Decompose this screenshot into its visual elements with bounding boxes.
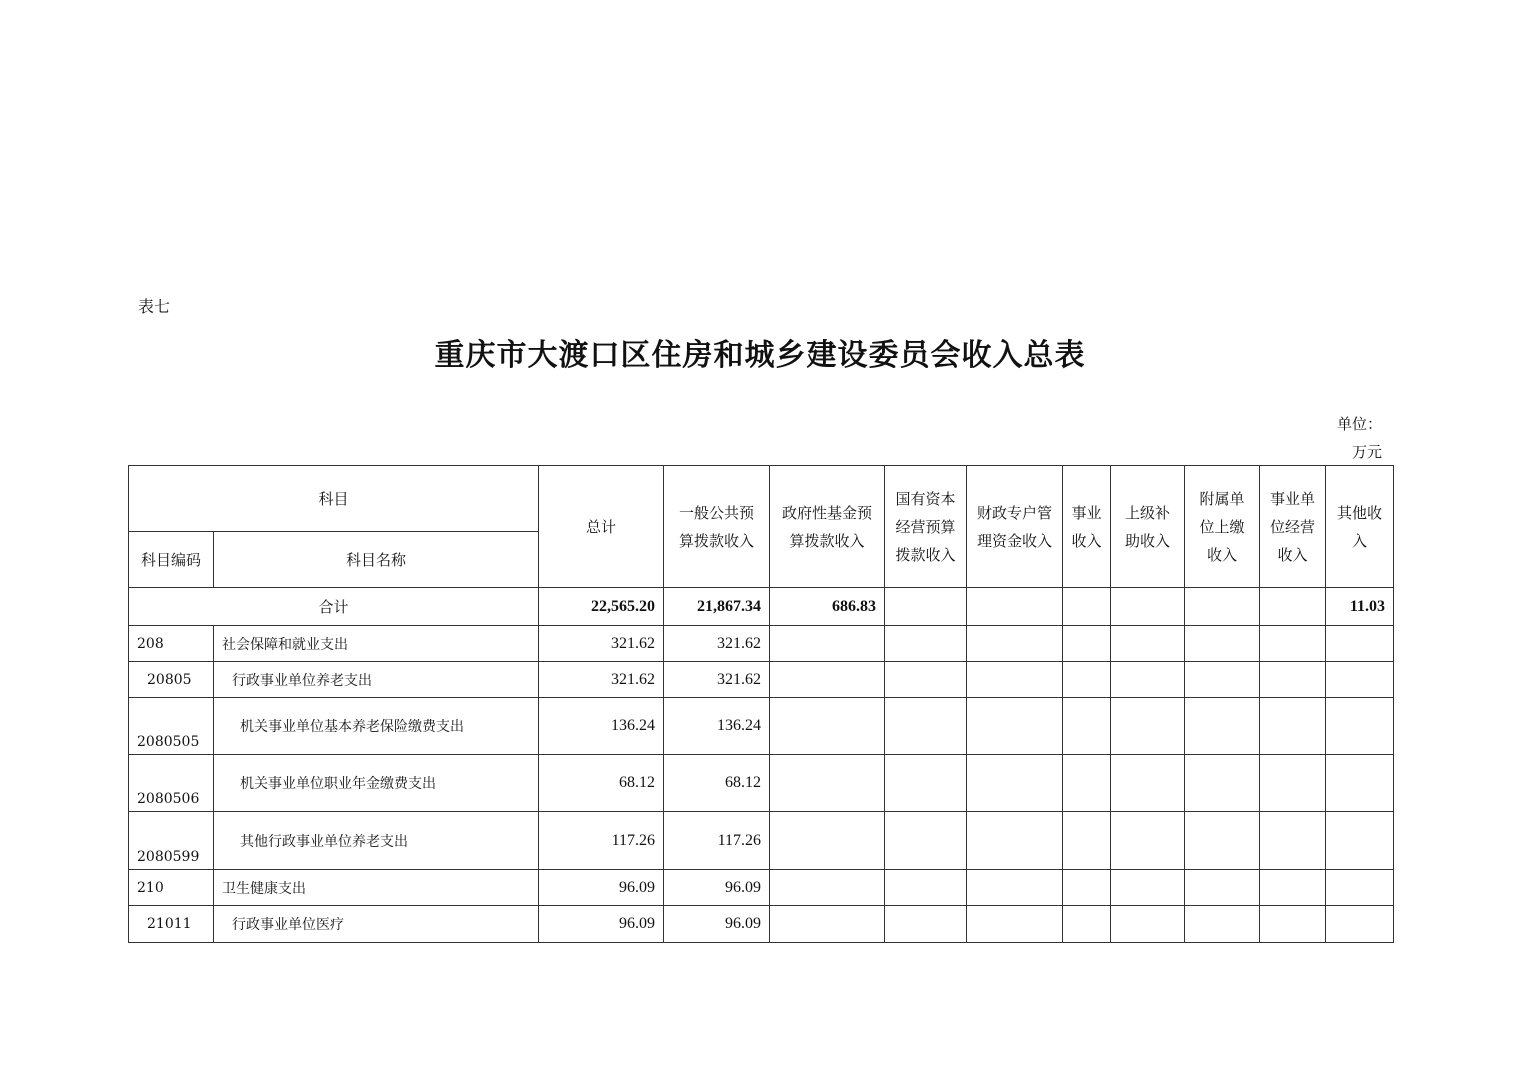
total-total: 22,565.20 (539, 588, 664, 626)
total-gov-fund: 686.83 (770, 588, 885, 626)
table-row (129, 755, 1394, 812)
row-total: 136.24 (539, 698, 664, 755)
row-name: 机关事业单位职业年金缴费支出 (214, 755, 539, 812)
row-general: 96.09 (664, 870, 770, 906)
unit-line-2: 万元 (1351, 443, 1382, 461)
unit-line-1: 单位： (1336, 415, 1382, 433)
row-total: 321.62 (539, 626, 664, 662)
row-code: 2080599 (129, 812, 214, 870)
row-total: 96.09 (539, 906, 664, 943)
row-name: 卫生健康支出 (214, 870, 539, 906)
row-code: 208 (129, 626, 214, 662)
table-row (129, 626, 1394, 662)
row-total: 117.26 (539, 812, 664, 870)
row-general: 117.26 (664, 812, 770, 870)
row-general: 96.09 (664, 906, 770, 943)
row-general: 321.62 (664, 626, 770, 662)
header-name: 科目名称 (214, 532, 539, 588)
table-label: 表七 (138, 297, 171, 316)
row-general: 321.62 (664, 662, 770, 698)
header-superior: 上级补助收入 (1111, 466, 1185, 588)
header-other: 其他收入 (1326, 466, 1394, 588)
header-gov-fund: 政府性基金预算拨款收入 (770, 466, 885, 588)
table-row (129, 812, 1394, 870)
row-total: 96.09 (539, 870, 664, 906)
page-title: 重庆市大渡口区住房和城乡建设委员会收入总表 (434, 338, 1086, 373)
header-fiscal-special: 财政专户管理资金收入 (967, 466, 1063, 588)
header-subject: 科目 (129, 466, 539, 532)
row-name: 行政事业单位医疗 (214, 906, 539, 943)
row-general: 68.12 (664, 755, 770, 812)
header-code: 科目编码 (129, 532, 214, 588)
row-total: 68.12 (539, 755, 664, 812)
total-other: 11.03 (1326, 588, 1394, 626)
header-general: 一般公共预算拨款收入 (664, 466, 770, 588)
table-row (129, 662, 1394, 698)
row-general: 136.24 (664, 698, 770, 755)
table-row (129, 906, 1394, 943)
total-general: 21,867.34 (664, 588, 770, 626)
total-label: 合计 (129, 588, 539, 626)
row-code: 20805 (129, 662, 214, 698)
row-code: 2080506 (129, 755, 214, 812)
row-code: 210 (129, 870, 214, 906)
total-row (129, 588, 1394, 626)
row-name: 社会保障和就业支出 (214, 626, 539, 662)
header-total: 总计 (539, 466, 664, 588)
row-name: 行政事业单位养老支出 (214, 662, 539, 698)
row-code: 2080505 (129, 698, 214, 755)
table-row (129, 870, 1394, 906)
header-operating: 事业单位经营收入 (1260, 466, 1326, 588)
header-state-capital: 国有资本经营预算拨款收入 (885, 466, 967, 588)
income-summary-table (128, 465, 1394, 943)
row-total: 321.62 (539, 662, 664, 698)
row-name: 其他行政事业单位养老支出 (214, 812, 539, 870)
header-business: 事业收入 (1063, 466, 1111, 588)
unit-label (1337, 410, 1382, 466)
table-row (129, 698, 1394, 755)
row-name: 机关事业单位基本养老保险缴费支出 (214, 698, 539, 755)
header-affiliated: 附属单位上缴收入 (1185, 466, 1260, 588)
row-code: 21011 (129, 906, 214, 943)
